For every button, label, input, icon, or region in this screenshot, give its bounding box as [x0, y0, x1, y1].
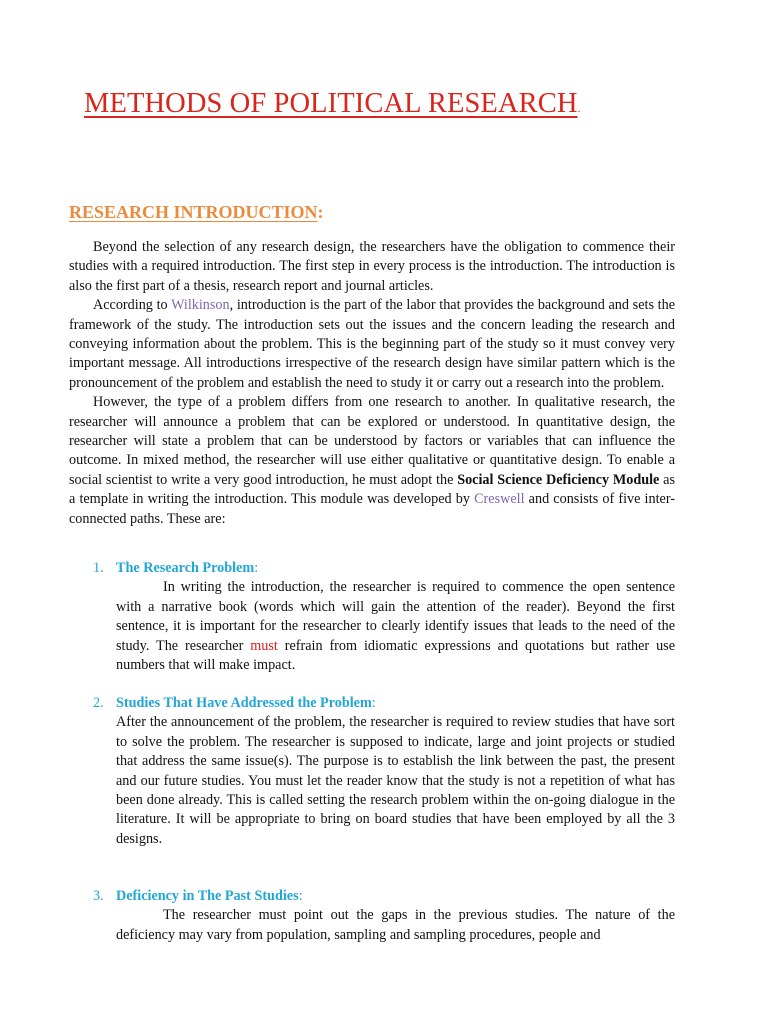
document-title	[84, 88, 581, 120]
document-title-suffix: .	[577, 101, 581, 115]
list-number: 3.	[93, 888, 104, 904]
section-heading	[69, 202, 324, 223]
list-item-body: After the announcement of the problem, the researcher is required to review studies that have sort to solve the problem. The researcher is supposed to indicate, large and joint projects or studied that address the same issue(s). The purpose is to establish the link between the past, the present and our future studies. You must let the reader know that the study is not a repetition of what has been done already. This is called setting the research problem within the on-going dialogue in the literature. It will be appropriate to bring on board studies that have been employed by all the 3 designs.	[116, 714, 675, 847]
list-number: 2.	[93, 695, 104, 711]
wilkinson-link[interactable]: Wilkinson	[171, 297, 230, 314]
list-item-title: Studies That Have Addressed the Problem:	[116, 695, 376, 711]
paragraph-1: Beyond the selection of any research design, the researchers have the obligation to commence their studies with a required introduction. The first step in every process is the introduction. The introduction is also the first part of a thesis, research report and journal articles.	[69, 239, 675, 294]
list-item-body: In writing the introduction, the researcher is required to commence the open sentence with a narrative book (words which will gain the attention of the reader). Beyond the first sentence, it is important for the researcher to clearly identify issues that leads to the need of the study. The researcher must refrain from idiomatic expressions and quotations but rather use numbers that will make impact.	[116, 579, 675, 674]
section-heading-text: RESEARCH INTRODUCTION	[69, 202, 318, 222]
list-item-body: The researcher must point out the gaps in the previous studies. The nature of the deficiency may vary from population, sampling and sampling procedures, people and	[116, 907, 675, 943]
list-item-title: Deficiency in The Past Studies:	[116, 888, 303, 904]
emphasis-must: must	[250, 637, 278, 654]
list-item-studies-addressed	[93, 694, 675, 849]
paragraph-3: However, the type of a problem differs from one research to another. In qualitative research, the researcher will announce a problem that can be explored or understood. In quantitative design, the researcher will state a problem that can be understood by factors or variables that can influence the outcome. In mixed method, the researcher will use either qualitative or quantitative design. To enable a social scientist to write a very good introduction, he must adopt the Social Science Deficiency Module as a template in writing the introduction. This module was developed by Creswell and consists of five inter-connected paths. These are:	[69, 394, 675, 527]
list-item-title: The Research Problem:	[116, 560, 259, 576]
module-name: Social Science Deficiency Module	[457, 471, 660, 488]
list-number: 1.	[93, 560, 104, 576]
list-item-deficiency	[93, 887, 675, 945]
paragraph-2: According to Wilkinson, introduction is the part of the labor that provides the background and sets the framework of the study. The introduction sets out the issues and the concern leading the research and conveying information about the problem. This is the beginning part of the study so it must convey very important message. All introductions irrespective of the research design have similar pattern which is the pronouncement of the problem and establish the need to study it or carry out a research into the problem.	[69, 297, 675, 391]
list-item-research-problem	[93, 559, 675, 675]
document-title-text: METHODS OF POLITICAL RESEARCH	[84, 88, 578, 119]
introduction-body	[69, 238, 675, 529]
creswell-link[interactable]: Creswell	[474, 491, 525, 508]
section-heading-suffix: :	[317, 202, 324, 222]
